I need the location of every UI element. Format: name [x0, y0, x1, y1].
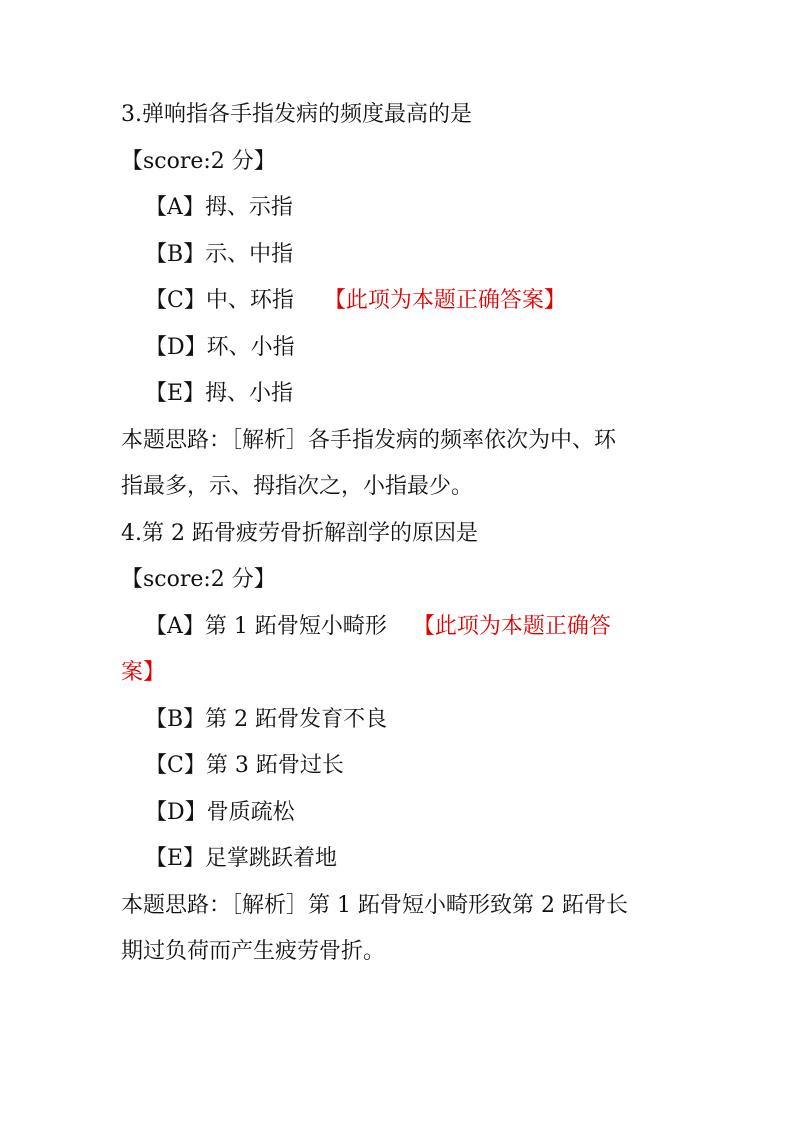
option-b [121, 232, 681, 279]
option-text: 【B】第 2 跖骨发育不良 [145, 706, 388, 732]
question-stem: 4.第 2 跖骨疲劳骨折解剖学的原因是 [121, 520, 478, 546]
correct-answer-mark: 【此项为本题正确答 [412, 613, 611, 639]
correct-answer-mark: 【此项为本题正确答案】 [323, 288, 566, 313]
option-c [121, 743, 681, 790]
option-a [121, 185, 681, 232]
document-page [121, 92, 681, 976]
analysis-line: 指最多，示、拇指次之，小指最少。 [121, 474, 474, 499]
option-text: 【E】拇、小指 [145, 381, 294, 406]
option-a [121, 604, 681, 651]
option-text: 【A】拇、示指 [145, 195, 293, 220]
option-e [121, 836, 681, 883]
analysis-line: 本题思路：［解析］第 1 跖骨短小畸形致第 2 跖骨长 [121, 892, 628, 918]
option-text: 【C】中、环指 [145, 288, 294, 313]
answer-mark-continuation [121, 650, 681, 697]
option-b [121, 697, 681, 744]
option-text: 【B】示、中指 [145, 241, 294, 267]
analysis-line: 期过负荷而产生疲劳骨折。 [121, 939, 386, 964]
option-text: 【A】第 1 跖骨短小畸形 [145, 613, 387, 639]
option-c [121, 278, 681, 325]
option-text: 【C】第 3 跖骨过长 [145, 753, 344, 778]
option-d [121, 325, 681, 372]
option-text: 【D】环、小指 [145, 334, 295, 360]
question-stem: 3.弹响指各手指发病的频度最高的是 [121, 102, 472, 127]
option-text: 【E】足掌跳跃着地 [145, 846, 338, 871]
option-text: 【D】骨质疏松 [145, 799, 295, 825]
correct-answer-mark-end: 案】 [121, 660, 166, 685]
analysis-line: 本题思路：［解析］各手指发病的频率依次为中、环 [121, 427, 617, 453]
question-score: 【score:2 分】 [121, 567, 276, 592]
question-score: 【score:2 分】 [121, 148, 276, 174]
option-d [121, 790, 681, 837]
option-e [121, 371, 681, 418]
